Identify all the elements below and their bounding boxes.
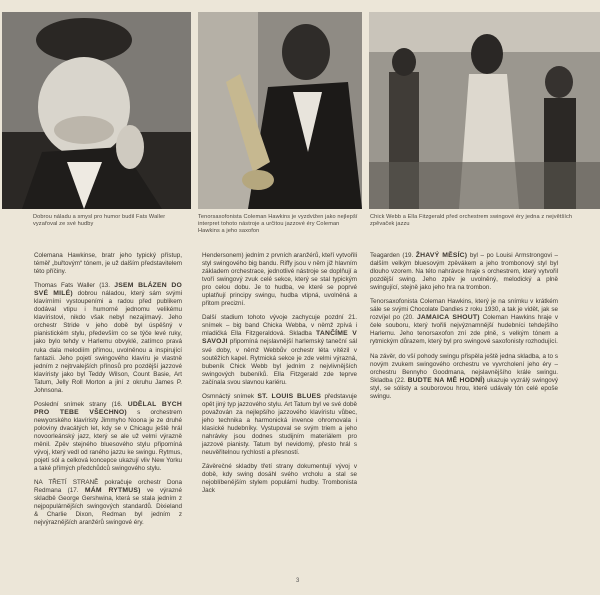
song-title: UDĚLAL BYCH PRO TEBE VŠECHNO)	[34, 400, 182, 416]
paragraph: Hendersonem) jedním z prvních aranžérů, kteří vytvořili styl swingového big bandu. Riffy jsou v něm již hlavním základem orchestrace, jednotlivé nástroje se doplňují a tvoří swingový zvuk celé sekce, který se stal typickým pro celou dobu. Je to hudba, ve které se poprvé uplatňují principy swingu, hudba vtipná, uvolněná a přitom precizní.	[202, 252, 357, 308]
text-column-3	[370, 252, 558, 407]
song-title: JSEM BLÁZEN DO SVÉ MILÉ)	[34, 282, 183, 298]
text-column-1	[34, 252, 182, 534]
song-title: MÁM RYTMUS)	[84, 487, 141, 495]
paragraph: NA TŘETÍ STRANĚ pokračuje orchestr Dona Redmana (17. MÁM RYTMUS) ve výrazné skladbě George Gershwina, která se stala jedním z nejpopulárnějších swingových standardů. Dixieland & Charlie Dixon, Redman byl jedním z nejvýraznějších aranžérů swingové éry.	[34, 479, 183, 527]
paragraph: Osmnáctý snímek ST. LOUIS BLUES představuje opět jiný typ jazzového stylu. Art Tatum byl ve své době považován za nejlepšího jazzového klavíristu vůbec, jeho technika a harmonická invence ohromovala i klasické hudebníky. Vystupoval se svým triem a jeho nahrávky jsou dodnes studijním materiálem pro jazzové pianisty. Tatum byl nevidomý, přesto hrál s neuvěřitelnou rychlostí a přesností.	[202, 392, 358, 457]
paragraph: Další stadium tohoto vývoje zachycuje pozdní 21. snímek – big band Chicka Webba, v němž zpívá i mladičká Ella Fitzgeraldová. Skladba TANČÍME V SAVOJI připomíná nejslavnější harlemský taneční sál své doby, v němž Webbův orchestr léta vítězil v soutěžích kapel. Rytmická sekce je zde velmi výrazná, bubeník Chick Webb byl jedním z nejvlivnějších swingových bubeníků. Ella Fitzgerald zde teprve začínala svou slavnou kariéru.	[202, 314, 358, 386]
song-title: ŽHAVÝ MĚSÍC)	[415, 252, 468, 259]
text-column-2	[202, 252, 357, 501]
paragraph: Colemana Hawkinse, bratr jeho typický přístup, téměř „buřtovým“ tónem, je už dalším představitelem této příčiny.	[34, 252, 182, 276]
paragraph: Teagarden (19. ŽHAVÝ MĚSÍC) byl – po Louisi Armstrongovi – dalším velkým bluesovým zpěvákem a jeho trombonový styl byl dlouho vzorem. Na této nahrávce hraje s orchestrem, který vytvořil pozdější swing. Jeho zpěv je uvolněný, melodický a plně swingující, stejně jako jeho hra na trombon.	[370, 252, 559, 292]
song-title: ST. LOUIS BLUES	[257, 392, 322, 400]
song-title: BUDTE NA MĚ HODNÍ)	[407, 376, 485, 384]
photo-coleman-hawkins	[198, 12, 362, 209]
paragraph: Tenorsaxofonista Coleman Hawkins, který je na snímku v krátkém sále se svými Chocolate Dandies z roku 1930, a tak je vidět, jak se rozvíjel po (20. JAMAICA SHOUT) Coleman Hawkins hraje v čele souboru, který tvořili nejvýznamnější hudebníci tehdejšího Harlemu. Jeho tenorsaxofon zní zde plně, s velkým tónem a rytmickým důrazem, který byl pro swingové saxofonisty rozhodující.	[370, 298, 559, 346]
song-title: JAMAICA SHOUT)	[416, 314, 480, 322]
song-title: TANČÍME V SAVOJI	[202, 330, 358, 346]
page-number: 3	[296, 578, 300, 584]
paragraph: Na závěr, do vší pohody swingu přispěla ještě jedna skladba, a to s novým zvukem swingového orchestru ve vyvrcholení jeho éry – orchestru Bennyho Goodmana, nejslavnějšího krále swingu. Skladba (22. BUDTE NA MĚ HODNÍ) ukazuje vyzrálý swingový styl, se sólisty a souborovou hrou, které udávaly tón celé epoše swingu.	[370, 352, 559, 400]
paragraph: Poslední snímek strany (16. UDĚLAL BYCH PRO TEBE VŠECHNO) s orchestrem newyorského klavíristy Jimmyho Noona je ze druhé poloviny dvacátých let, kdy se v Chicagu ještě hrál novoorleánský jazz, který se ale už velmi výrazně měnil. Zpěv stejného bluesového stylu připomíná vývoj, který vedl od raného jazzu ke swingu. Rytmus, pojetí sól a celková koncepce ukazují vliv New Yorku a také přímých předchůdců swingového stylu.	[34, 400, 182, 473]
caption-2: Tenorsaxofonista Coleman Hawkins je vyzdvižen jako nejlepší interpret tohoto nástroje a určitou jazzové éry Coleman Hawkins a jeho saxofon	[198, 214, 358, 234]
paragraph: Thomas Fats Waller (13. JSEM BLÁZEN DO SVÉ MILÉ) dobrou náladou, který sám svými klavírními vystoupeními a radou před publikem dodával vtipu i humorné jednomu velikému klavíristovi, nikdo však nebyl nezajímavý. Jeho orchestr Stride v jeho době byl úspěšný v pianistickém stylu, především co se týče levé ruky, jako bylo tehdy v Harlemu obvyklé, zatímco pravá ruka dala melodiím přímou, uvolněnou a inspirující fantazii. Jeho pojetí swingového klavíru je vlastně jedním z nejtrvalejších přínosů pro pozdější jazzové klavíristy jako byl Teddy Wilson, Count Basie, Art Tatum, Jelly Roll Morton a jiní z okruhu James P. Johnsona.	[34, 282, 183, 394]
caption-3: Chick Webb a Ella Fitzgerald před orchestrem swingové éry jedna z největších zpěvaček jazzu	[370, 214, 573, 227]
photo-fats-waller	[2, 12, 191, 209]
photo-chick-webb-orchestra	[369, 12, 600, 209]
caption-1: Dobrou náladu a smysl pro humor budil Fats Waller vyzařoval ze své hudby	[33, 214, 166, 227]
paragraph: Závěrečné skladby třetí strany dokumentují vývoj v době, kdy swing dosáhl svého vrcholu a stal se nejoblíbenějším stylem populární hudby. Trombonista Jack	[202, 463, 357, 495]
